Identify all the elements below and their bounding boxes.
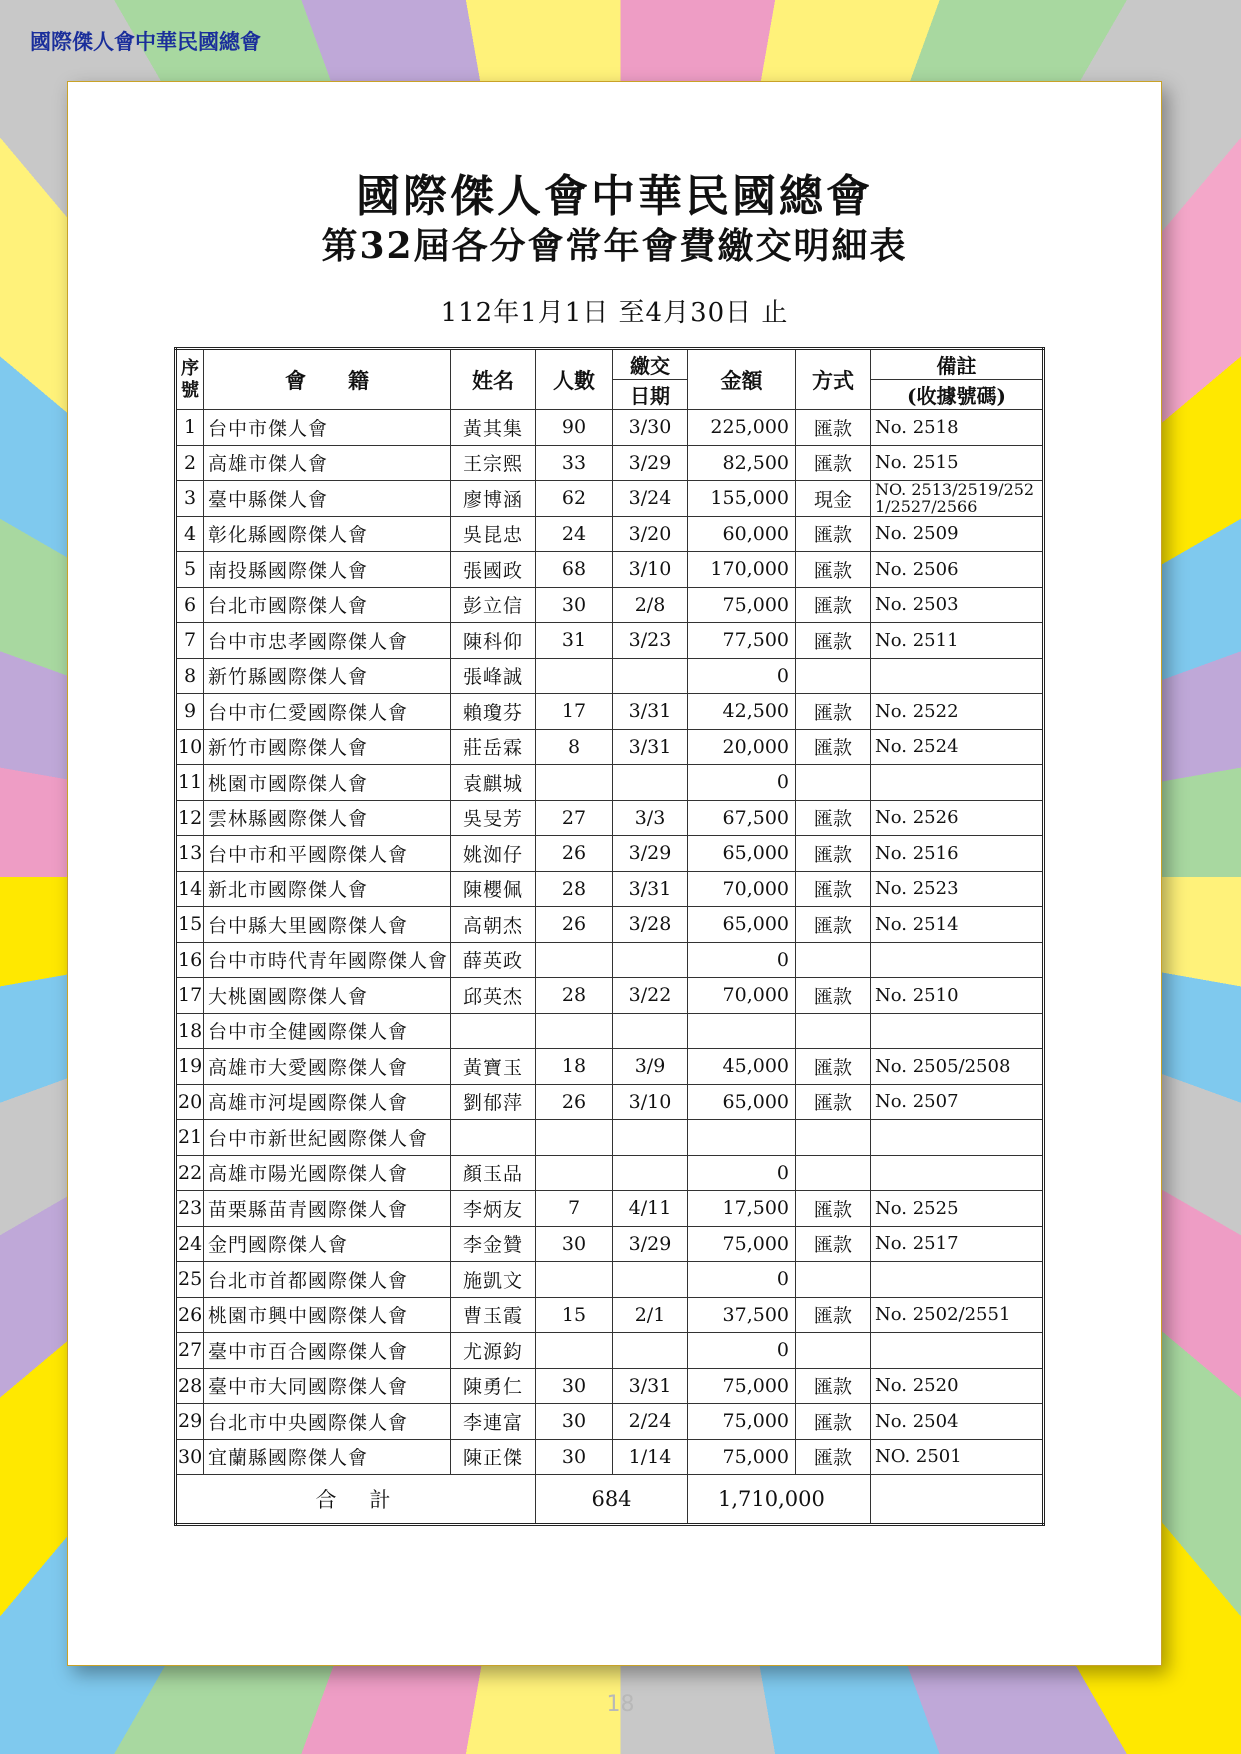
table-row <box>176 942 1044 978</box>
row-seq: 25 <box>176 1262 204 1298</box>
row-method: 匯款 <box>796 587 871 623</box>
row-remark: No. 2507 <box>871 1084 1044 1120</box>
row-name: 袁麒城 <box>451 765 536 801</box>
row-date: 3/3 <box>613 800 688 836</box>
row-date: 3/28 <box>613 907 688 943</box>
row-amount <box>688 1013 796 1049</box>
table-row <box>176 836 1044 872</box>
row-name: 姚洳仔 <box>451 836 536 872</box>
table-row <box>176 765 1044 801</box>
row-amount: 0 <box>688 1155 796 1191</box>
table-row <box>176 1439 1044 1475</box>
row-club: 金門國際傑人會 <box>204 1226 451 1262</box>
row-count <box>536 942 613 978</box>
row-name: 李連富 <box>451 1404 536 1440</box>
row-club: 新北市國際傑人會 <box>204 871 451 907</box>
row-remark: No. 2522 <box>871 694 1044 730</box>
row-club: 台中市傑人會 <box>204 410 451 446</box>
row-name: 薛英政 <box>451 942 536 978</box>
row-date: 3/29 <box>613 445 688 481</box>
row-name: 高朝杰 <box>451 907 536 943</box>
row-remark: No. 2506 <box>871 552 1044 588</box>
row-count: 31 <box>536 623 613 659</box>
row-remark <box>871 1013 1044 1049</box>
row-count: 30 <box>536 587 613 623</box>
row-date <box>613 658 688 694</box>
row-name: 張國政 <box>451 552 536 588</box>
table-row <box>176 1084 1044 1120</box>
header-club: 會 籍 <box>204 349 451 410</box>
row-name: 莊岳霖 <box>451 729 536 765</box>
row-date <box>613 1120 688 1156</box>
document-period: 112年1月1日 至4月30日 止 <box>440 298 789 328</box>
row-name: 顏玉品 <box>451 1155 536 1191</box>
row-amount: 155,000 <box>688 481 796 517</box>
fee-table <box>174 347 1045 1526</box>
row-date: 3/29 <box>613 836 688 872</box>
row-seq: 29 <box>176 1404 204 1440</box>
table-row <box>176 1049 1044 1085</box>
row-name: 賴瓊芬 <box>451 694 536 730</box>
table-row <box>176 516 1044 552</box>
row-amount: 60,000 <box>688 516 796 552</box>
row-club: 高雄市大愛國際傑人會 <box>204 1049 451 1085</box>
row-name: 黃寶玉 <box>451 1049 536 1085</box>
row-method: 匯款 <box>796 516 871 552</box>
row-remark: No. 2510 <box>871 978 1044 1014</box>
row-remark <box>871 1262 1044 1298</box>
row-seq: 10 <box>176 729 204 765</box>
row-amount: 65,000 <box>688 836 796 872</box>
row-remark <box>871 942 1044 978</box>
row-club: 台中市忠孝國際傑人會 <box>204 623 451 659</box>
row-amount: 75,000 <box>688 1368 796 1404</box>
total-amount: 1,710,000 <box>688 1475 871 1525</box>
row-method: 匯款 <box>796 552 871 588</box>
row-amount: 0 <box>688 942 796 978</box>
row-count: 30 <box>536 1404 613 1440</box>
row-method <box>796 1333 871 1369</box>
row-club: 台中縣大里國際傑人會 <box>204 907 451 943</box>
row-seq: 26 <box>176 1297 204 1333</box>
row-count: 30 <box>536 1368 613 1404</box>
row-club: 台中市全健國際傑人會 <box>204 1013 451 1049</box>
row-name: 廖博涵 <box>451 481 536 517</box>
row-seq: 6 <box>176 587 204 623</box>
row-amount: 75,000 <box>688 1439 796 1475</box>
table-row <box>176 587 1044 623</box>
row-date <box>613 1013 688 1049</box>
row-seq: 23 <box>176 1191 204 1227</box>
row-remark: No. 2517 <box>871 1226 1044 1262</box>
total-label: 合 計 <box>176 1475 536 1525</box>
row-count: 18 <box>536 1049 613 1085</box>
row-count <box>536 1120 613 1156</box>
row-count: 28 <box>536 871 613 907</box>
row-seq: 4 <box>176 516 204 552</box>
row-club: 臺中市大同國際傑人會 <box>204 1368 451 1404</box>
row-method: 匯款 <box>796 907 871 943</box>
row-name: 尤源鈞 <box>451 1333 536 1369</box>
row-method <box>796 658 871 694</box>
table-row <box>176 907 1044 943</box>
row-name: 李金贊 <box>451 1226 536 1262</box>
table-row <box>176 1262 1044 1298</box>
row-date <box>613 1262 688 1298</box>
row-amount: 82,500 <box>688 445 796 481</box>
document-title: 國際傑人會中華民國總會 <box>356 171 873 222</box>
row-count: 33 <box>536 445 613 481</box>
row-club: 雲林縣國際傑人會 <box>204 800 451 836</box>
row-remark: NO. 2513/2519/2521/2527/2566 <box>871 481 1044 517</box>
row-club: 南投縣國際傑人會 <box>204 552 451 588</box>
row-date: 1/14 <box>613 1439 688 1475</box>
row-count: 30 <box>536 1439 613 1475</box>
row-count: 26 <box>536 836 613 872</box>
row-amount: 0 <box>688 1333 796 1369</box>
row-club: 苗栗縣苗青國際傑人會 <box>204 1191 451 1227</box>
row-method: 匯款 <box>796 729 871 765</box>
table-row <box>176 623 1044 659</box>
row-seq: 9 <box>176 694 204 730</box>
row-name: 邱英杰 <box>451 978 536 1014</box>
row-amount: 0 <box>688 1262 796 1298</box>
row-date: 3/22 <box>613 978 688 1014</box>
row-amount: 170,000 <box>688 552 796 588</box>
row-club: 台北市首都國際傑人會 <box>204 1262 451 1298</box>
table-row <box>176 1120 1044 1156</box>
row-date: 2/1 <box>613 1297 688 1333</box>
row-remark: No. 2520 <box>871 1368 1044 1404</box>
row-club: 高雄市陽光國際傑人會 <box>204 1155 451 1191</box>
row-name: 王宗熙 <box>451 445 536 481</box>
row-amount: 0 <box>688 765 796 801</box>
header-pay-top: 繳交 <box>613 349 688 380</box>
row-amount: 0 <box>688 658 796 694</box>
table-row <box>176 1191 1044 1227</box>
row-amount: 70,000 <box>688 978 796 1014</box>
row-date: 3/24 <box>613 481 688 517</box>
row-amount: 17,500 <box>688 1191 796 1227</box>
row-club: 台中市仁愛國際傑人會 <box>204 694 451 730</box>
row-club: 宜蘭縣國際傑人會 <box>204 1439 451 1475</box>
row-club: 台中市時代青年國際傑人會 <box>204 942 451 978</box>
header-pay-bottom: 日期 <box>613 380 688 410</box>
row-date: 2/24 <box>613 1404 688 1440</box>
row-amount: 42,500 <box>688 694 796 730</box>
row-remark: No. 2511 <box>871 623 1044 659</box>
row-club: 台中市和平國際傑人會 <box>204 836 451 872</box>
row-count: 24 <box>536 516 613 552</box>
row-remark: No. 2515 <box>871 445 1044 481</box>
document-subtitle: 第32屆各分會常年會費繳交明細表 <box>321 225 908 267</box>
table-row <box>176 658 1044 694</box>
row-date: 4/11 <box>613 1191 688 1227</box>
row-method: 匯款 <box>796 1404 871 1440</box>
row-count: 7 <box>536 1191 613 1227</box>
row-date: 3/10 <box>613 1084 688 1120</box>
table-row <box>176 1404 1044 1440</box>
row-club: 台北市中央國際傑人會 <box>204 1404 451 1440</box>
row-name: 張峰誠 <box>451 658 536 694</box>
row-method <box>796 1155 871 1191</box>
row-method: 匯款 <box>796 871 871 907</box>
table-row <box>176 1155 1044 1191</box>
row-method: 匯款 <box>796 1368 871 1404</box>
row-count <box>536 765 613 801</box>
header-amount: 金額 <box>688 349 796 410</box>
row-remark <box>871 1333 1044 1369</box>
table-row <box>176 871 1044 907</box>
row-amount: 37,500 <box>688 1297 796 1333</box>
row-club: 新竹市國際傑人會 <box>204 729 451 765</box>
row-count: 62 <box>536 481 613 517</box>
row-seq: 24 <box>176 1226 204 1262</box>
row-name: 陳科仰 <box>451 623 536 659</box>
row-seq: 30 <box>176 1439 204 1475</box>
row-amount: 225,000 <box>688 410 796 446</box>
row-count <box>536 1013 613 1049</box>
row-date <box>613 765 688 801</box>
row-name: 陳勇仁 <box>451 1368 536 1404</box>
row-club: 彰化縣國際傑人會 <box>204 516 451 552</box>
row-method <box>796 1262 871 1298</box>
row-remark <box>871 1155 1044 1191</box>
row-seq: 16 <box>176 942 204 978</box>
row-count <box>536 1262 613 1298</box>
header-remark-bottom: (收據號碼) <box>871 380 1044 410</box>
row-seq: 20 <box>176 1084 204 1120</box>
row-amount <box>688 1120 796 1156</box>
row-date <box>613 1155 688 1191</box>
row-amount: 75,000 <box>688 587 796 623</box>
row-remark: No. 2524 <box>871 729 1044 765</box>
row-club: 高雄市河堤國際傑人會 <box>204 1084 451 1120</box>
row-club: 台北市國際傑人會 <box>204 587 451 623</box>
row-name: 吳昆忠 <box>451 516 536 552</box>
row-seq: 19 <box>176 1049 204 1085</box>
row-club: 大桃園國際傑人會 <box>204 978 451 1014</box>
row-method: 匯款 <box>796 1084 871 1120</box>
row-count: 15 <box>536 1297 613 1333</box>
row-club: 臺中縣傑人會 <box>204 481 451 517</box>
row-date: 3/23 <box>613 623 688 659</box>
row-name <box>451 1013 536 1049</box>
row-remark: No. 2502/2551 <box>871 1297 1044 1333</box>
row-seq: 15 <box>176 907 204 943</box>
table-row <box>176 481 1044 517</box>
table-row <box>176 729 1044 765</box>
row-count <box>536 658 613 694</box>
table-row <box>176 1297 1044 1333</box>
row-name: 曹玉霞 <box>451 1297 536 1333</box>
row-seq: 17 <box>176 978 204 1014</box>
row-date: 3/10 <box>613 552 688 588</box>
row-club: 桃園市興中國際傑人會 <box>204 1297 451 1333</box>
row-method: 匯款 <box>796 410 871 446</box>
row-remark: No. 2525 <box>871 1191 1044 1227</box>
row-amount: 65,000 <box>688 1084 796 1120</box>
row-remark: NO. 2501 <box>871 1439 1044 1475</box>
row-date <box>613 1333 688 1369</box>
row-seq: 11 <box>176 765 204 801</box>
row-seq: 2 <box>176 445 204 481</box>
table-row <box>176 694 1044 730</box>
row-amount: 65,000 <box>688 907 796 943</box>
row-method <box>796 1120 871 1156</box>
row-count <box>536 1333 613 1369</box>
row-remark: No. 2505/2508 <box>871 1049 1044 1085</box>
row-method: 匯款 <box>796 623 871 659</box>
row-date: 3/29 <box>613 1226 688 1262</box>
row-seq: 7 <box>176 623 204 659</box>
row-count: 28 <box>536 978 613 1014</box>
row-date: 3/31 <box>613 1368 688 1404</box>
table-row <box>176 1333 1044 1369</box>
row-count: 8 <box>536 729 613 765</box>
table-row <box>176 410 1044 446</box>
row-name: 李炳友 <box>451 1191 536 1227</box>
row-method <box>796 942 871 978</box>
row-name <box>451 1120 536 1156</box>
row-method <box>796 765 871 801</box>
table-row <box>176 1368 1044 1404</box>
header-name: 姓名 <box>451 349 536 410</box>
row-remark <box>871 1120 1044 1156</box>
table-row <box>176 445 1044 481</box>
row-date: 3/9 <box>613 1049 688 1085</box>
row-date <box>613 942 688 978</box>
total-count: 684 <box>536 1475 688 1525</box>
row-seq: 5 <box>176 552 204 588</box>
row-method: 匯款 <box>796 978 871 1014</box>
row-amount: 75,000 <box>688 1404 796 1440</box>
row-method: 匯款 <box>796 800 871 836</box>
row-club: 桃園市國際傑人會 <box>204 765 451 801</box>
row-club: 臺中市百合國際傑人會 <box>204 1333 451 1369</box>
row-count: 26 <box>536 907 613 943</box>
row-count: 68 <box>536 552 613 588</box>
row-name: 陳櫻佩 <box>451 871 536 907</box>
row-seq: 1 <box>176 410 204 446</box>
row-count: 90 <box>536 410 613 446</box>
row-remark: No. 2516 <box>871 836 1044 872</box>
row-date: 3/31 <box>613 871 688 907</box>
row-method: 現金 <box>796 481 871 517</box>
row-remark: No. 2514 <box>871 907 1044 943</box>
row-amount: 75,000 <box>688 1226 796 1262</box>
total-row <box>176 1475 1044 1525</box>
document-sheet <box>67 81 1162 1666</box>
header-count: 人數 <box>536 349 613 410</box>
row-date: 2/8 <box>613 587 688 623</box>
row-seq: 13 <box>176 836 204 872</box>
table-body <box>176 410 1044 1475</box>
row-count: 26 <box>536 1084 613 1120</box>
row-seq: 28 <box>176 1368 204 1404</box>
header-method: 方式 <box>796 349 871 410</box>
row-method <box>796 1013 871 1049</box>
row-method: 匯款 <box>796 836 871 872</box>
row-name: 劉郁萍 <box>451 1084 536 1120</box>
row-club: 高雄市傑人會 <box>204 445 451 481</box>
total-remark <box>871 1475 1044 1525</box>
row-remark: No. 2509 <box>871 516 1044 552</box>
row-method: 匯款 <box>796 1226 871 1262</box>
row-club: 台中市新世紀國際傑人會 <box>204 1120 451 1156</box>
row-amount: 45,000 <box>688 1049 796 1085</box>
row-remark: No. 2523 <box>871 871 1044 907</box>
row-amount: 70,000 <box>688 871 796 907</box>
page-number: 18 <box>606 1692 635 1717</box>
row-seq: 8 <box>176 658 204 694</box>
row-name: 彭立信 <box>451 587 536 623</box>
row-date: 3/20 <box>613 516 688 552</box>
row-date: 3/30 <box>613 410 688 446</box>
row-method: 匯款 <box>796 694 871 730</box>
row-remark <box>871 765 1044 801</box>
row-count: 30 <box>536 1226 613 1262</box>
row-name: 施凱文 <box>451 1262 536 1298</box>
row-name: 陳正傑 <box>451 1439 536 1475</box>
row-name: 吳旻芳 <box>451 800 536 836</box>
row-club: 新竹縣國際傑人會 <box>204 658 451 694</box>
row-count: 17 <box>536 694 613 730</box>
row-method: 匯款 <box>796 1297 871 1333</box>
table-row <box>176 552 1044 588</box>
row-method: 匯款 <box>796 1439 871 1475</box>
table-row <box>176 800 1044 836</box>
row-amount: 77,500 <box>688 623 796 659</box>
row-remark: No. 2503 <box>871 587 1044 623</box>
row-seq: 21 <box>176 1120 204 1156</box>
table-row <box>176 978 1044 1014</box>
row-count <box>536 1155 613 1191</box>
row-method: 匯款 <box>796 445 871 481</box>
header-seq: 序號 <box>176 349 204 410</box>
row-seq: 14 <box>176 871 204 907</box>
row-seq: 22 <box>176 1155 204 1191</box>
row-amount: 67,500 <box>688 800 796 836</box>
row-count: 27 <box>536 800 613 836</box>
row-seq: 18 <box>176 1013 204 1049</box>
row-remark: No. 2518 <box>871 410 1044 446</box>
table-row <box>176 1226 1044 1262</box>
row-date: 3/31 <box>613 729 688 765</box>
header-remark-top: 備註 <box>871 349 1044 380</box>
row-seq: 3 <box>176 481 204 517</box>
row-remark <box>871 658 1044 694</box>
row-method: 匯款 <box>796 1191 871 1227</box>
row-name: 黃其集 <box>451 410 536 446</box>
table-row <box>176 1013 1044 1049</box>
row-seq: 12 <box>176 800 204 836</box>
row-amount: 20,000 <box>688 729 796 765</box>
row-date: 3/31 <box>613 694 688 730</box>
org-header: 國際傑人會中華民國總會 <box>30 30 261 54</box>
row-remark: No. 2504 <box>871 1404 1044 1440</box>
row-seq: 27 <box>176 1333 204 1369</box>
row-remark: No. 2526 <box>871 800 1044 836</box>
row-method: 匯款 <box>796 1049 871 1085</box>
